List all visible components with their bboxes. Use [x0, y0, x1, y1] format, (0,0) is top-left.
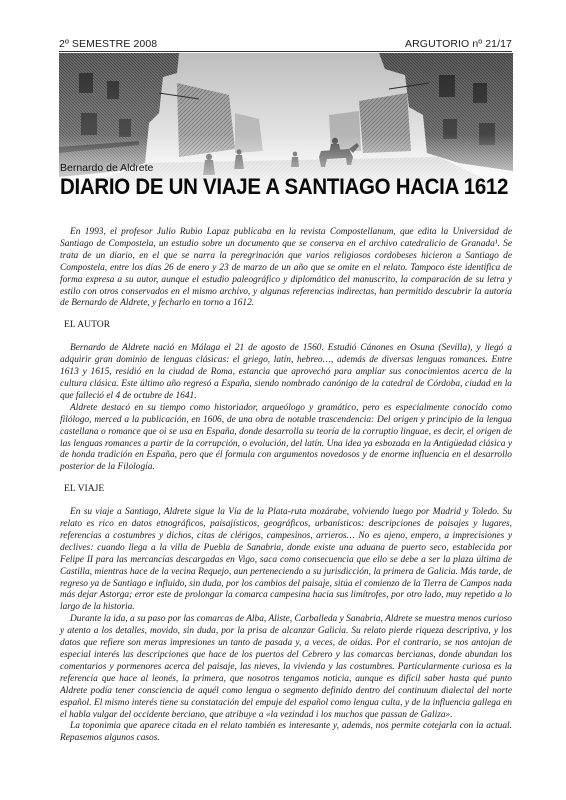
- article-title: DIARIO DE UN VIAJE A SANTIAGO HACIA 1612: [60, 174, 509, 199]
- viaje-paragraph-2: Durante la ida, a su paso por las comarcas de Alba, Aliste, Carballeda y Sanabria, Aldrete se muestra menos curioso y atento a los detalles, movido, sin duda, por la prisa de alcanzar Galicia. Su relato pierde riqueza descriptiva, y los datos que refiere son meras impresiones un tanto de pasada y, a veces, de oídas. Por el contrario, se nos antojan de especial interés las descripciones que hace de los puertos del Cebrero y las comarcas bercianas, donde abundan los comentarios y pormenores acerca del paisaje, las nieves, la vivienda y las costumbres. Particularmente curiosa es la referencia que hace al leonés, la primera, que nosotros tengamos noticia, aunque es difícil saber hasta qué punto Aldrete podía tener consciencia de aquél como lengua o segmento definido dentro del continuum dialectal del norte español. El mismo interés tiene su constatación del empuje del español como lengua culta, y de la influencia gallega en el habla vulgar del occidente berciano, que atribuye a «la vezindad i los muchos que passan de Galiza».: [60, 614, 512, 720]
- autor-paragraph-2: Aldrete destacó en su tiempo como historiador, arqueólogo y gramático, pero es especialmente conocido como filólogo, merced a la publicación, en 1606, de una obra de notable trascendencia: Del origen y principio de la lengua castellana o romance que oi se usa en España, donde desarrolla su teoría de la corruptio linguae, es decir, el origen de las lenguas romances a partir de la corrupción, o evolución, del latín. Una idea ya esbozada en la Antigüedad clásica y de honda tradición en España, pero que él formula con argumentos novedosos y de enorme influencia en el desarrollo posterior de la Filología.: [60, 402, 512, 473]
- autor-paragraph-1: Bernardo de Aldrete nació en Málaga el 21 de agosto de 1560. Estudió Cánones en Osuna (Sevilla), y llegó a adquirir gran dominio de lenguas clásicas: el griego, latín, hebreo…, además de diversas lenguas romances. Entre 1613 y 1615, residió en la ciudad de Roma, estancia que aprovechó para ampliar sus conocimientos acerca de la cultura clásica. Este último año regresó a España, siendo nombrado canónigo de la catedral de Córdoba, ciudad en la que falleció el 4 de octubre de 1641.: [60, 343, 512, 401]
- viaje-paragraph-1: En su viaje a Santiago, Aldrete sigue la Vía de la Plata-ruta mozárabe, volviendo luego por Madrid y Toledo. Su relato es rico en datos etnográficos, paisajísticos, geográficos, urbanísticos: descripciones de paisajes y lugares, referencias a costumbres y dichos, citas de clérigos, campesinos, arrieros… No es ajeno, empero, a imprecisiones y declives: cuando llega a la villa de Puebla de Sanabria, donde existe una aduana de puerto seco, establecida por Felipe II para las mercancías descargadas en Vigo, saca como consecuencia que ello se debe a ser la plaza última de Castilla, mientras hace de la vecina Requejo, aun perteneciendo a su jurisdicción, la primera de Galicia. Más tarde, de regreso ya de Santiago e influido, sin duda, por los cambios del paisaje, sitúa el comienzo de la Tierra de Campos nada más dejar Astorga; error este de prolongar la comarca campesina hacia sus limítrofes, por otro lado, muy repetido a lo largo de la historia.: [60, 507, 512, 613]
- journal-issue: ARGUTORIO nº 21/17: [405, 38, 512, 50]
- intro-paragraph: En 1993, el profesor Julio Rubio Lapaz publicaba en la revista Compostellanum, que edita la Universidad de Santiago de Compostela, un estudio sobre un documento que se conserva en el archivo catedralicio de Granada¹. Se trata de un diario, en el que se narra la peregrinación que varios religiosos cordobeses hicieron a Santiago de Compostela, entre los días 26 de enero y 23 de marzo de un año que se omite en el relato. Tampoco éste identifica de forma expresa a su autor, aunque el estudio paleográfico y diplomático del manuscrito, la comparación de su letra y estilo con otros conservados en el mismo archivo, y algunas referencias indirectas, han permitido descubrir la autoría de Bernardo de Aldrete, y fecharlo en torno a 1612.: [60, 227, 512, 309]
- article-author: Bernardo de Aldrete: [60, 162, 154, 174]
- viaje-paragraph-3: La toponimia que aparece citada en el relato también es interesante y, además, nos permite cotejarla con la actual. Repasemos algunos casos.: [60, 721, 512, 744]
- issue-semester: 2º SEMESTRE 2008: [59, 38, 158, 50]
- header-rule: [59, 51, 512, 52]
- article-body: [60, 227, 512, 745]
- section-heading-viaje: EL VIAJE: [64, 483, 105, 495]
- section-heading-autor: EL AUTOR: [64, 319, 111, 331]
